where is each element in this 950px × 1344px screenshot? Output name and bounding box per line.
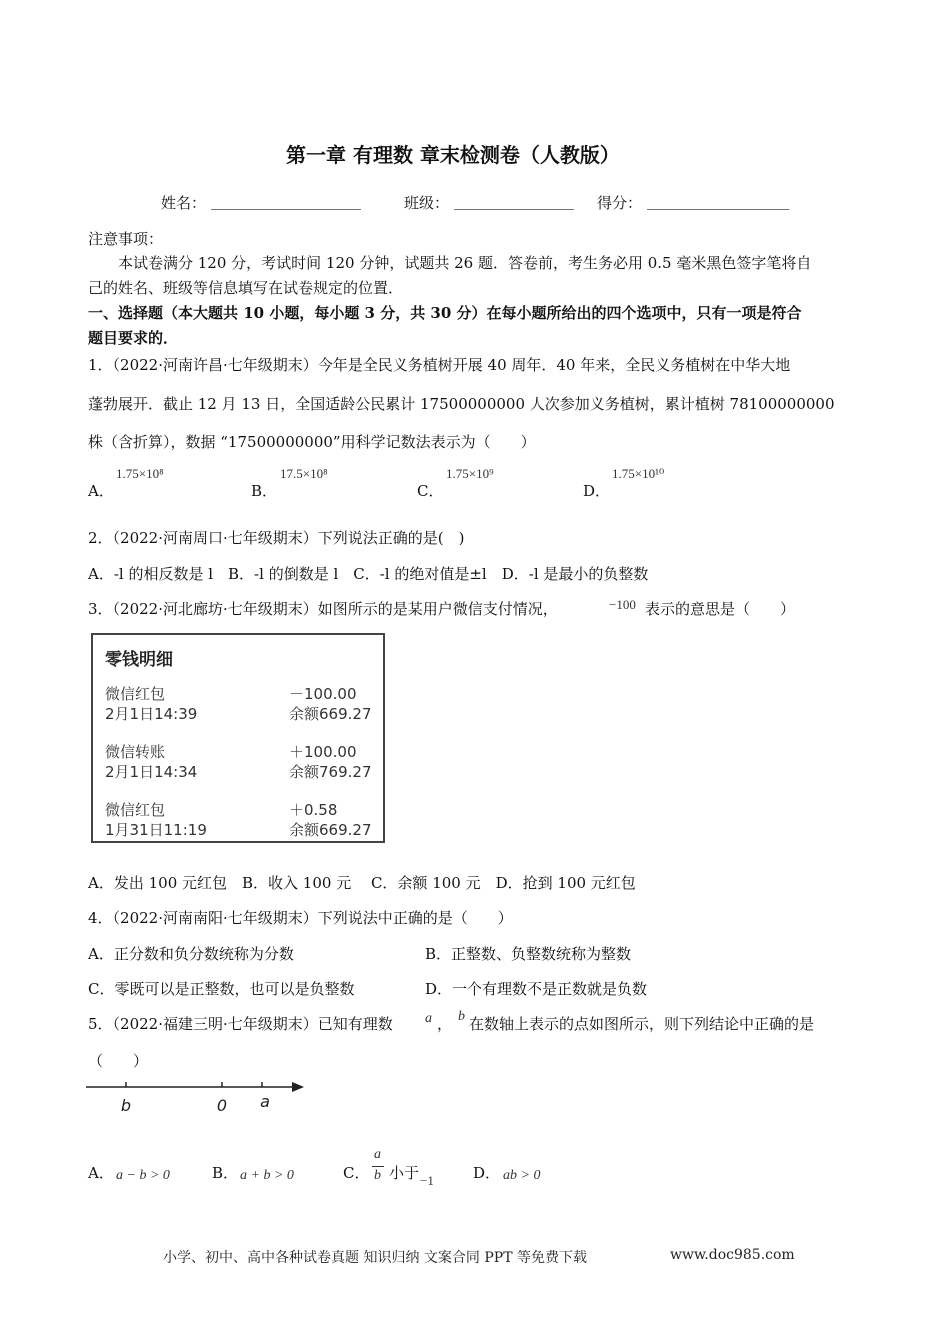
wallet-entry-1-time: 2月1日14:39: [105, 705, 198, 723]
tick-label-0: 0: [216, 1096, 228, 1115]
score-blank[interactable]: ___________________: [647, 192, 790, 210]
notice-line2: 己的姓名、班级等信息填写在试卷规定的位置．: [88, 279, 404, 297]
q1-option-a-label: A．: [88, 482, 114, 500]
q3-line1a: 3．（2022·河北廊坊·七年级期末）如图所示的是某用户微信支付情况，: [88, 600, 558, 618]
name-label: 姓名：: [161, 194, 207, 212]
q5-option-c-math: −1: [420, 1173, 434, 1188]
q5-option-c-numerator: a: [374, 1147, 381, 1162]
q5-line1a: 5．（2022·福建三明·七年级期末）已知有理数: [88, 1015, 393, 1033]
q4-option-a: A．正分数和负分数统称为分数: [88, 945, 294, 963]
wallet-entry-3-name: 微信红包: [105, 801, 166, 819]
wallet-entry-3-amount: ＋0.58: [289, 801, 338, 819]
q5-option-c-denominator: b: [374, 1168, 381, 1183]
q5-sep: ，: [437, 1015, 453, 1033]
q1-line3: 株（含折算），数据 “17500000000”用科学记数法表示为（ ）: [88, 433, 536, 451]
class-label: 班级：: [404, 194, 450, 212]
wallet-entry-1-name: 微信红包: [105, 685, 166, 703]
wallet-entry-2-name: 微信转账: [105, 743, 166, 761]
section-heading-line2: 题目要求的．: [88, 329, 179, 347]
footer-url[interactable]: www.doc985.com: [670, 1247, 795, 1263]
tick-label-a: a: [260, 1092, 270, 1111]
q3-options: A．发出 100 元红包 B．收入 100 元 C．余额 100 元 D．抢到 100 元红包: [88, 874, 636, 892]
q1-option-d-math: 1.75×10¹⁰: [612, 466, 665, 481]
wallet-entry-2-amount: ＋100.00: [289, 743, 357, 761]
wallet-entry-3-time: 1月31日11:19: [105, 821, 207, 839]
q5-line2: （ ）: [88, 1052, 149, 1070]
name-blank[interactable]: ____________________: [211, 192, 361, 210]
section-heading-line1: 一、选择题（本大题共 10 小题，每小题 3 分，共 30 分）在每小题所给出的四个选项中，只有一项是符合: [88, 304, 802, 322]
q3-line1-math: −100: [609, 597, 636, 612]
q1-line1: 1．（2022·河南许昌·七年级期末）今年是全民义务植树开展 40 周年．40 年来，全民义务植树在中华大地: [88, 356, 791, 374]
q4-option-b: B．正整数、负整数统称为整数: [425, 945, 632, 963]
q5-var-a: a: [425, 1011, 432, 1026]
q5-option-c-text: 小于: [389, 1164, 420, 1182]
q5-option-b-math: a + b > 0: [240, 1168, 294, 1183]
q1-option-a-math: 1.75×10⁸: [116, 466, 164, 481]
q2-options: A．-l 的相反数是 l B．-l 的倒数是 l C．-l 的绝对值是±l D．-l 是最小的负整数: [88, 565, 649, 583]
q1-option-b-label: B．: [251, 482, 278, 500]
class-blank[interactable]: ________________: [454, 192, 574, 210]
wallet-entry-1-amount: －100.00: [289, 685, 357, 703]
number-line-arrow: [292, 1082, 304, 1092]
q5-option-c-fraction-bar: [372, 1166, 384, 1167]
q5-var-b: b: [458, 1009, 465, 1024]
q5-option-d-label: D．: [473, 1164, 501, 1182]
q2-line1: 2．（2022·河南周口·七年级期末）下列说法正确的是( ): [88, 529, 465, 547]
wallet-detail-image: [91, 633, 385, 843]
q5-line1b: 在数轴上表示的点如图所示，则下列结论中正确的是: [469, 1015, 815, 1033]
q1-option-c-label: C．: [417, 482, 444, 500]
number-line: [80, 1075, 320, 1119]
q5-option-a-label: A．: [88, 1164, 114, 1182]
q4-line1: 4．（2022·河南南阳·七年级期末）下列说法中正确的是（ ）: [88, 909, 513, 927]
score-label: 得分：: [597, 194, 643, 212]
q5-option-d-math: ab > 0: [503, 1168, 541, 1183]
q1-option-d-label: D．: [583, 482, 611, 500]
q1-option-b-math: 17.5×10⁸: [280, 466, 328, 481]
wallet-entry-3-balance: 余额669.27: [289, 821, 372, 839]
q1-line2: 蓬勃展开．截止 12 月 13 日，全国适龄公民累计 17500000000 人次参加义务植树，累计植树 78100000000: [88, 395, 835, 413]
wallet-entry-2-time: 2月1日14:34: [105, 763, 198, 781]
q3-line1b: 表示的意思是（ ）: [645, 600, 796, 618]
page-title: 第一章 有理数 章末检测卷（人教版）: [286, 143, 620, 167]
q5-option-b-label: B．: [212, 1164, 239, 1182]
wallet-title: 零钱明细: [105, 650, 173, 670]
wallet-entry-2-balance: 余额769.27: [289, 763, 372, 781]
footer-text: 小学、初中、高中各种试卷真题 知识归纳 文案合同 PPT 等免费下载: [163, 1250, 587, 1266]
notice-label: 注意事项：: [88, 230, 164, 248]
q5-option-a-math: a − b > 0: [116, 1168, 170, 1183]
wallet-entry-1-balance: 余额669.27: [289, 705, 372, 723]
q4-option-d: D．一个有理数不是正数就是负数: [425, 980, 648, 998]
q5-option-c-label: C．: [343, 1164, 370, 1182]
notice-line1: 本试卷满分 120 分，考试时间 120 分钟，试题共 26 题．答卷前，考生务必用 0.5 毫米黑色签字笔将自: [118, 254, 812, 272]
q1-option-c-math: 1.75×10⁹: [446, 466, 494, 481]
tick-label-b: b: [120, 1096, 132, 1115]
q4-option-c: C．零既可以是正整数，也可以是负整数: [88, 980, 355, 998]
